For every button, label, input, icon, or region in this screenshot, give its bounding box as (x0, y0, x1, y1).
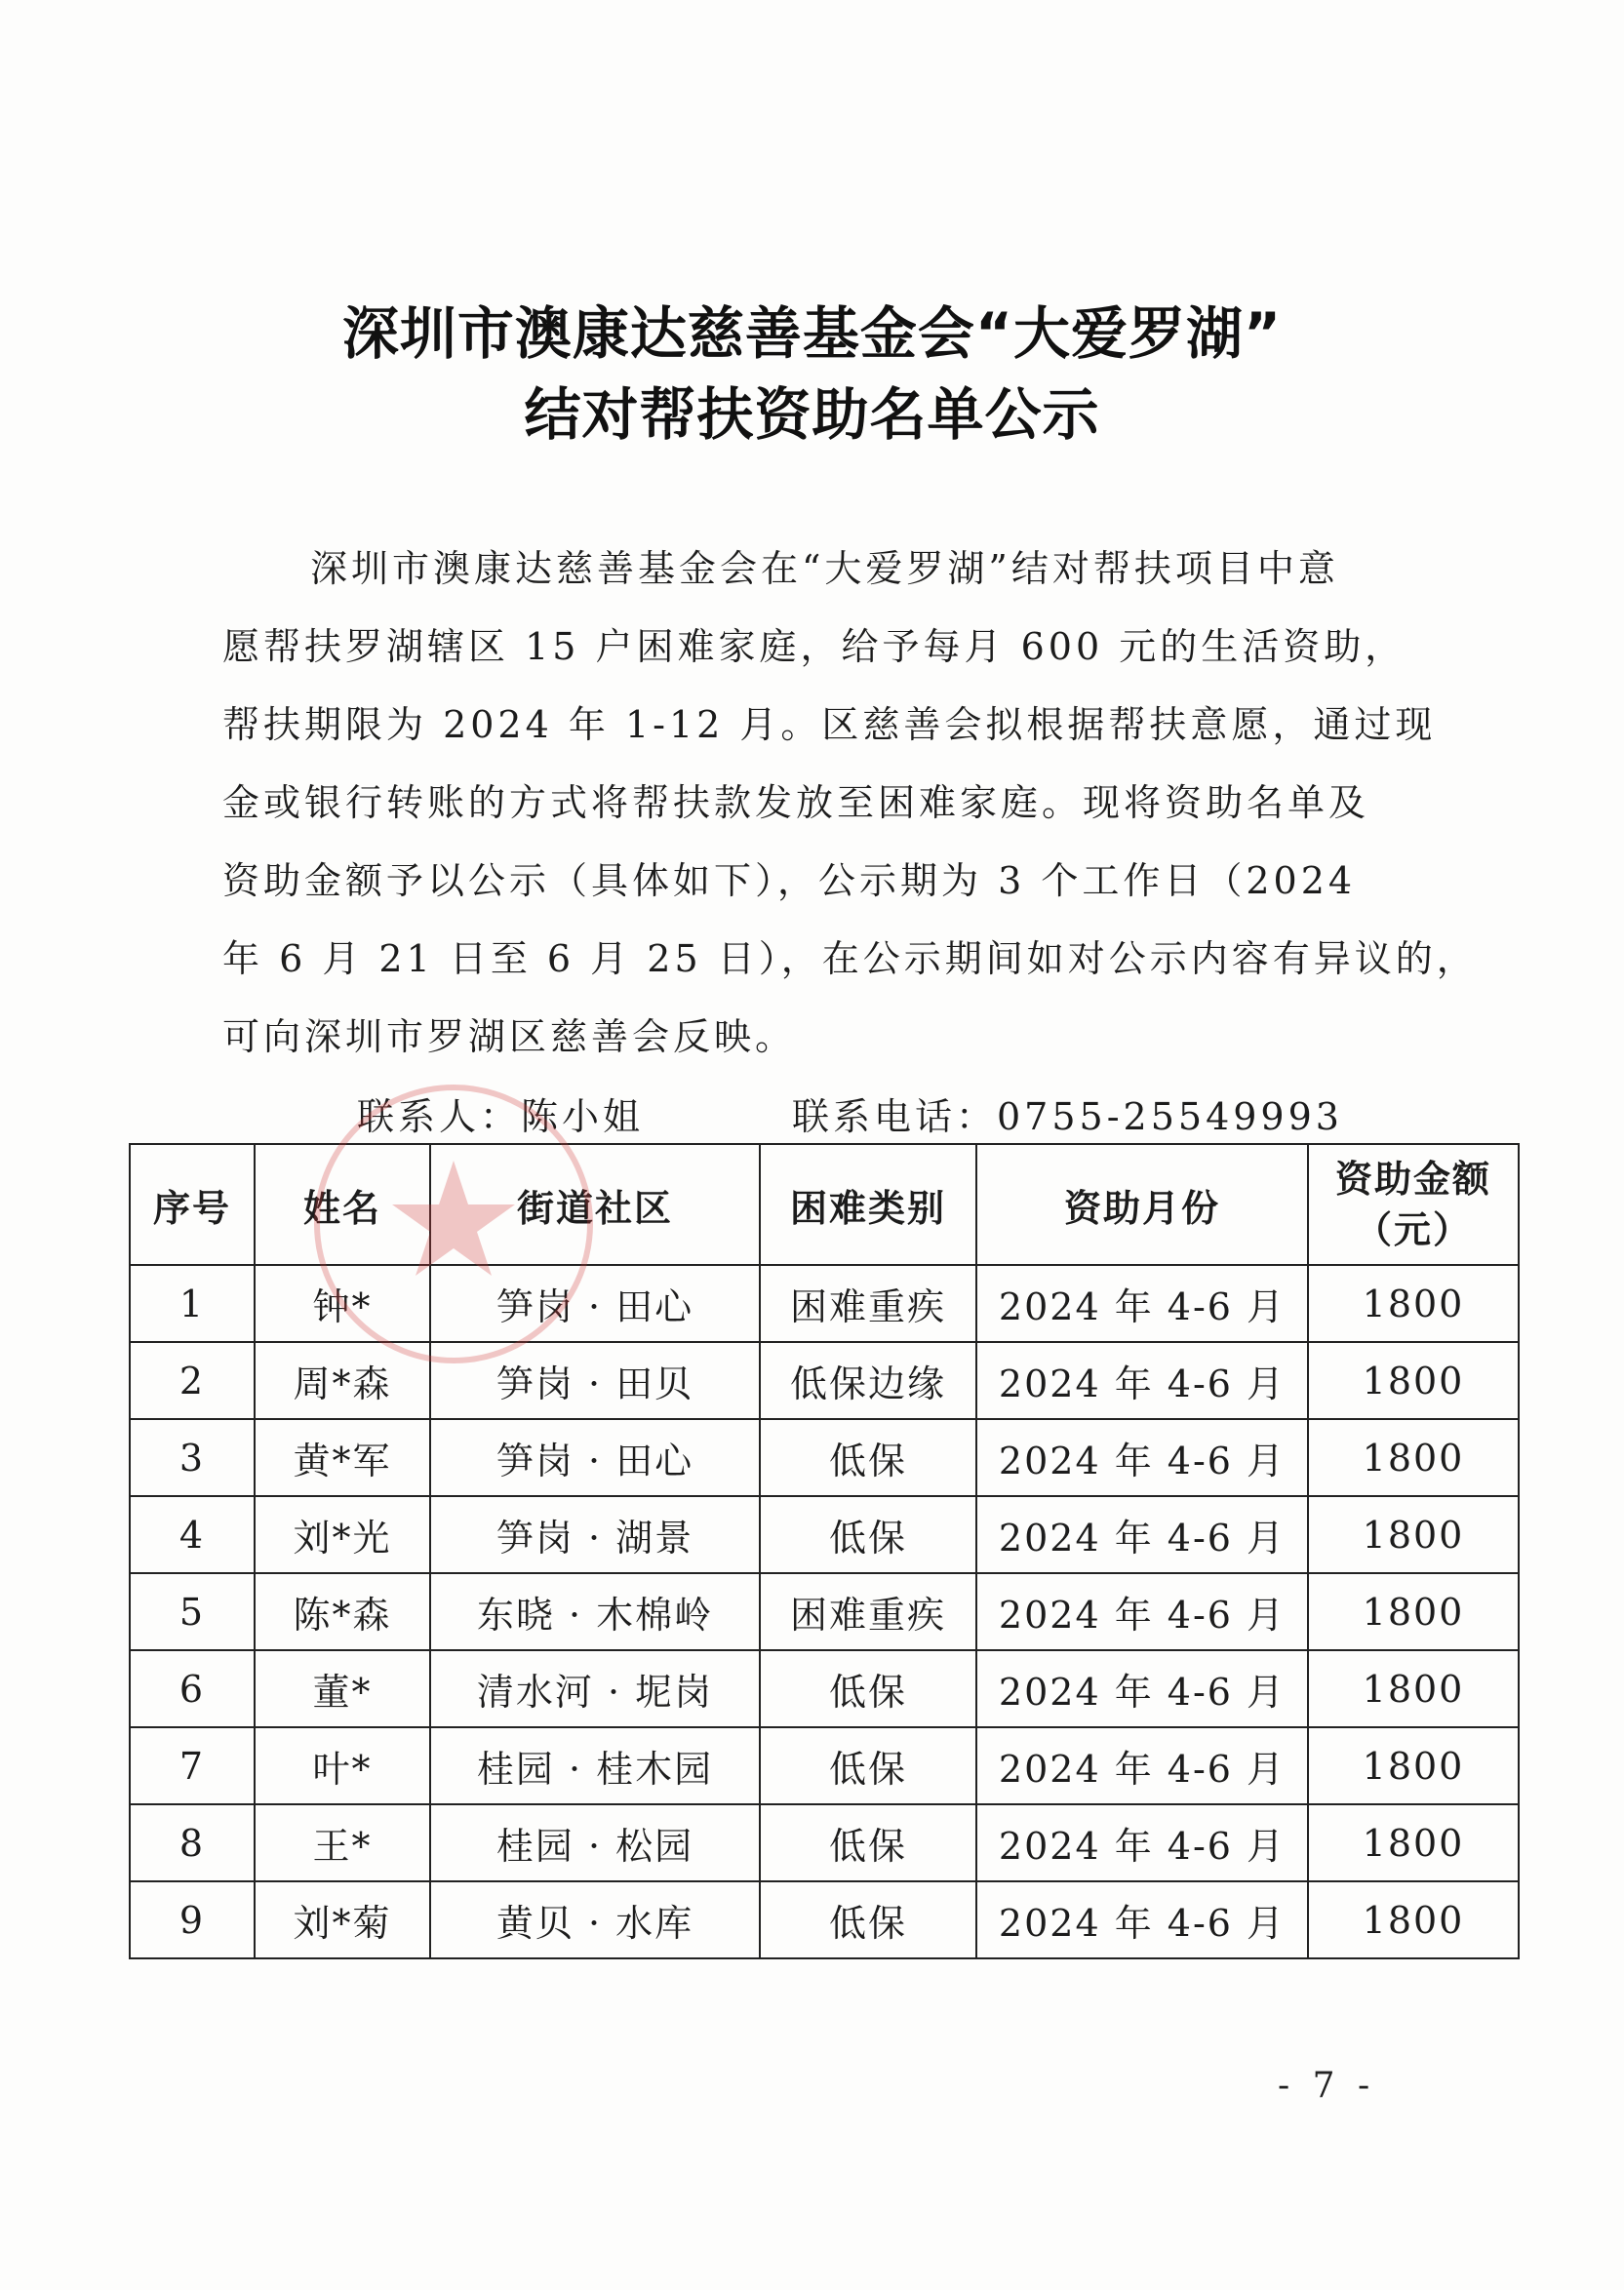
body-line-7: 可向深圳市罗湖区慈善会反映。 (222, 1015, 797, 1058)
cell-category: 低保 (760, 1419, 976, 1496)
table-row (130, 1650, 1519, 1727)
body-line-1: 深圳市澳康达慈善基金会在“大爱罗湖”结对帮扶项目中意 (310, 547, 1339, 590)
cell-category: 低保边缘 (760, 1342, 976, 1419)
cell-community: 东晓 · 木棉岭 (430, 1573, 760, 1650)
table-row (130, 1342, 1519, 1419)
table-row (130, 1727, 1519, 1804)
cell-community: 笋岗 · 田心 (430, 1419, 760, 1496)
cell-index: 7 (130, 1727, 255, 1804)
cell-name: 周*森 (255, 1342, 430, 1419)
cell-name: 刘*菊 (255, 1881, 430, 1958)
cell-community: 笋岗 · 田心 (430, 1265, 760, 1342)
cell-month: 2024 年 4-6 月 (976, 1265, 1308, 1342)
header-category: 困难类别 (760, 1144, 976, 1265)
header-name: 姓名 (255, 1144, 430, 1265)
cell-month: 2024 年 4-6 月 (976, 1727, 1308, 1804)
body-line-3: 帮扶期限为 2024 年 1-12 月。区慈善会拟根据帮扶意愿，通过现 (222, 703, 1437, 746)
cell-index: 6 (130, 1650, 255, 1727)
cell-name: 刘*光 (255, 1496, 430, 1573)
cell-community: 黄贝 · 水库 (430, 1881, 760, 1958)
table-row (130, 1573, 1519, 1650)
body-line-6: 年 6 月 21 日至 6 月 25 日），在公示期间如对公示内容有异议的， (222, 937, 1478, 980)
cell-category: 低保 (760, 1650, 976, 1727)
cell-index: 2 (130, 1342, 255, 1419)
cell-category: 低保 (760, 1496, 976, 1573)
cell-category: 低保 (760, 1804, 976, 1881)
header-amount-line1: 资助金额 (1334, 1158, 1491, 1201)
cell-category: 困难重疾 (760, 1573, 976, 1650)
body-line-5: 资助金额予以公示（具体如下），公示期为 3 个工作日（2024 (222, 859, 1357, 902)
contact-phone: 联系电话：0755-25549993 (792, 1095, 1343, 1138)
cell-month: 2024 年 4-6 月 (976, 1881, 1308, 1958)
cell-month: 2024 年 4-6 月 (976, 1804, 1308, 1881)
cell-amount: 1800 (1308, 1419, 1519, 1496)
cell-amount: 1800 (1308, 1650, 1519, 1727)
cell-category: 低保 (760, 1727, 976, 1804)
cell-amount: 1800 (1308, 1265, 1519, 1342)
cell-month: 2024 年 4-6 月 (976, 1650, 1308, 1727)
cell-amount: 1800 (1308, 1727, 1519, 1804)
cell-name: 黄*军 (255, 1419, 430, 1496)
cell-name: 王* (255, 1804, 430, 1881)
cell-index: 5 (130, 1573, 255, 1650)
contact-person: 联系人：陈小姐 (357, 1095, 645, 1138)
header-month: 资助月份 (976, 1144, 1308, 1265)
cell-index: 1 (130, 1265, 255, 1342)
cell-community: 笋岗 · 湖景 (430, 1496, 760, 1573)
cell-month: 2024 年 4-6 月 (976, 1342, 1308, 1419)
cell-community: 笋岗 · 田贝 (430, 1342, 760, 1419)
document-title-line2: 结对帮扶资助名单公示 (524, 381, 1100, 448)
cell-month: 2024 年 4-6 月 (976, 1419, 1308, 1496)
cell-index: 8 (130, 1804, 255, 1881)
table-row (130, 1804, 1519, 1881)
table-row (130, 1419, 1519, 1496)
page-number: - 7 - (1278, 2066, 1376, 2106)
cell-community: 清水河 · 坭岗 (430, 1650, 760, 1727)
table-row (130, 1881, 1519, 1958)
cell-amount: 1800 (1308, 1881, 1519, 1958)
header-amount-line2: （元） (1354, 1208, 1472, 1251)
cell-amount: 1800 (1308, 1804, 1519, 1881)
header-community: 街道社区 (430, 1144, 760, 1265)
cell-month: 2024 年 4-6 月 (976, 1573, 1308, 1650)
cell-amount: 1800 (1308, 1496, 1519, 1573)
document-title-line1: 深圳市澳康达慈善基金会“大爱罗湖” (341, 300, 1283, 367)
cell-community: 桂园 · 松园 (430, 1804, 760, 1881)
cell-index: 3 (130, 1419, 255, 1496)
cell-index: 4 (130, 1496, 255, 1573)
body-line-2: 愿帮扶罗湖辖区 15 户困难家庭，给予每月 600 元的生活资助， (222, 625, 1406, 668)
cell-amount: 1800 (1308, 1342, 1519, 1419)
cell-amount: 1800 (1308, 1573, 1519, 1650)
cell-name: 陈*森 (255, 1573, 430, 1650)
table-row (130, 1496, 1519, 1573)
cell-category: 低保 (760, 1881, 976, 1958)
cell-index: 9 (130, 1881, 255, 1958)
cell-community: 桂园 · 桂木园 (430, 1727, 760, 1804)
cell-name: 钟* (255, 1265, 430, 1342)
cell-name: 叶* (255, 1727, 430, 1804)
header-index: 序号 (130, 1144, 255, 1265)
table-row (130, 1265, 1519, 1342)
cell-name: 董* (255, 1650, 430, 1727)
table-header-row (130, 1144, 1519, 1265)
aid-list-table (129, 1143, 1520, 1959)
cell-category: 困难重疾 (760, 1265, 976, 1342)
body-line-4: 金或银行转账的方式将帮扶款发放至困难家庭。现将资助名单及 (222, 781, 1370, 824)
cell-month: 2024 年 4-6 月 (976, 1496, 1308, 1573)
header-amount (1308, 1144, 1519, 1265)
